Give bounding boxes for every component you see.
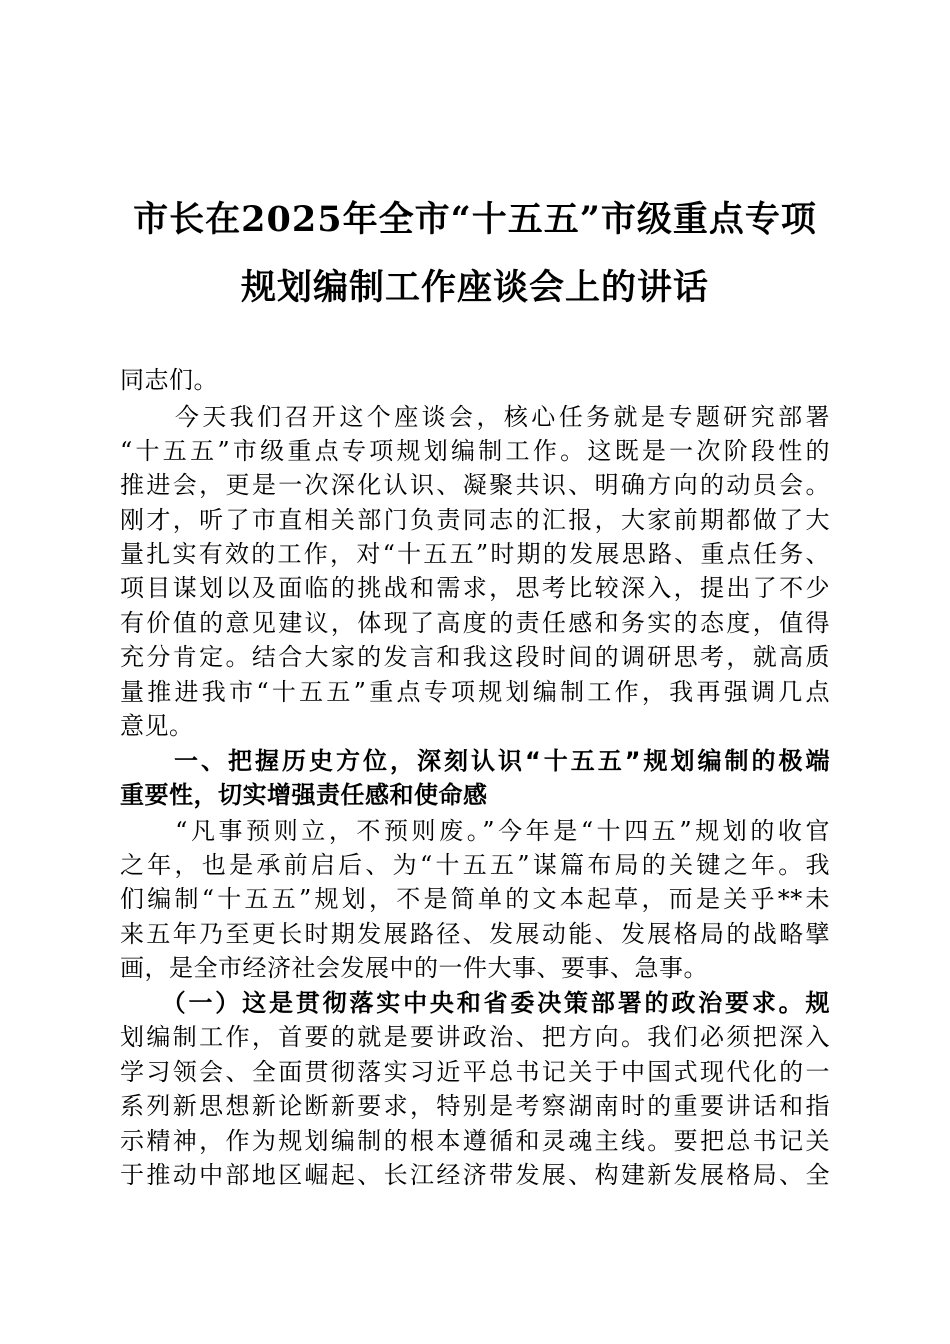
- document-title-line-1: 市长在2025年全市“十五五”市级重点专项: [133, 199, 817, 240]
- body-line: 充分肯定。结合大家的发言和我这段时间的调研思考，就高质: [120, 643, 830, 671]
- body-line: 画，是全市经济社会发展中的一件大事、要事、急事。: [120, 954, 708, 982]
- body-line: 示精神，作为规划编制的根本遵循和灵魂主线。要把总书记关: [120, 1127, 830, 1155]
- body-line: 们编制“十五五”规划，不是简单的文本起草，而是关乎**未: [120, 885, 830, 913]
- section-heading-1: 一、把握历史方位，深刻认识“十五五”规划编制的极端: [120, 747, 830, 775]
- body-line: 之年，也是承前启后、为“十五五”谋篇布局的关键之年。我: [120, 851, 830, 879]
- body-line: “十五五”市级重点专项规划编制工作。这既是一次阶段性的: [120, 437, 830, 465]
- body-line: 划编制工作，首要的就是要讲政治、把方向。我们必须把深入: [120, 1023, 830, 1051]
- body-line: “凡事预则立，不预则废。”今年是“十四五”规划的收官: [120, 817, 830, 845]
- body-line: 意见。: [120, 712, 194, 740]
- body-line: 学习领会、全面贯彻落实习近平总书记关于中国式现代化的一: [120, 1058, 830, 1086]
- body-line: 刚才，听了市直相关部门负责同志的汇报，大家前期都做了大: [120, 506, 830, 534]
- document-title-line-2: 规划编制工作座谈会上的讲话: [240, 267, 709, 308]
- subsection-heading-1: （一）这是贯彻落实中央和省委决策部署的政治要求。规: [120, 988, 830, 1017]
- body-line: 量推进我市“十五五”重点专项规划编制工作，我再强调几点: [120, 678, 830, 706]
- salutation: 同志们。: [120, 366, 218, 394]
- body-line: 项目谋划以及面临的挑战和需求，思考比较深入，提出了不少: [120, 574, 830, 602]
- body-line: 有价值的意见建议，体现了高度的责任感和务实的态度，值得: [120, 609, 830, 637]
- body-line: 来五年乃至更长时期发展路径、发展动能、发展格局的战略擘: [120, 920, 830, 948]
- body-line: 系列新思想新论断新要求，特别是考察湖南时的重要讲话和指: [120, 1092, 830, 1120]
- body-line: 量扎实有效的工作，对“十五五”时期的发展思路、重点任务、: [120, 540, 830, 568]
- section-heading-1-cont: 重要性，切实增强责任感和使命感: [120, 781, 488, 809]
- body-line: 于推动中部地区崛起、长江经济带发展、构建新发展格局、全: [120, 1161, 830, 1189]
- body-line: 推进会，更是一次深化认识、凝聚共识、明确方向的动员会。: [120, 471, 830, 499]
- body-line: 今天我们召开这个座谈会，核心任务就是专题研究部署: [120, 403, 830, 431]
